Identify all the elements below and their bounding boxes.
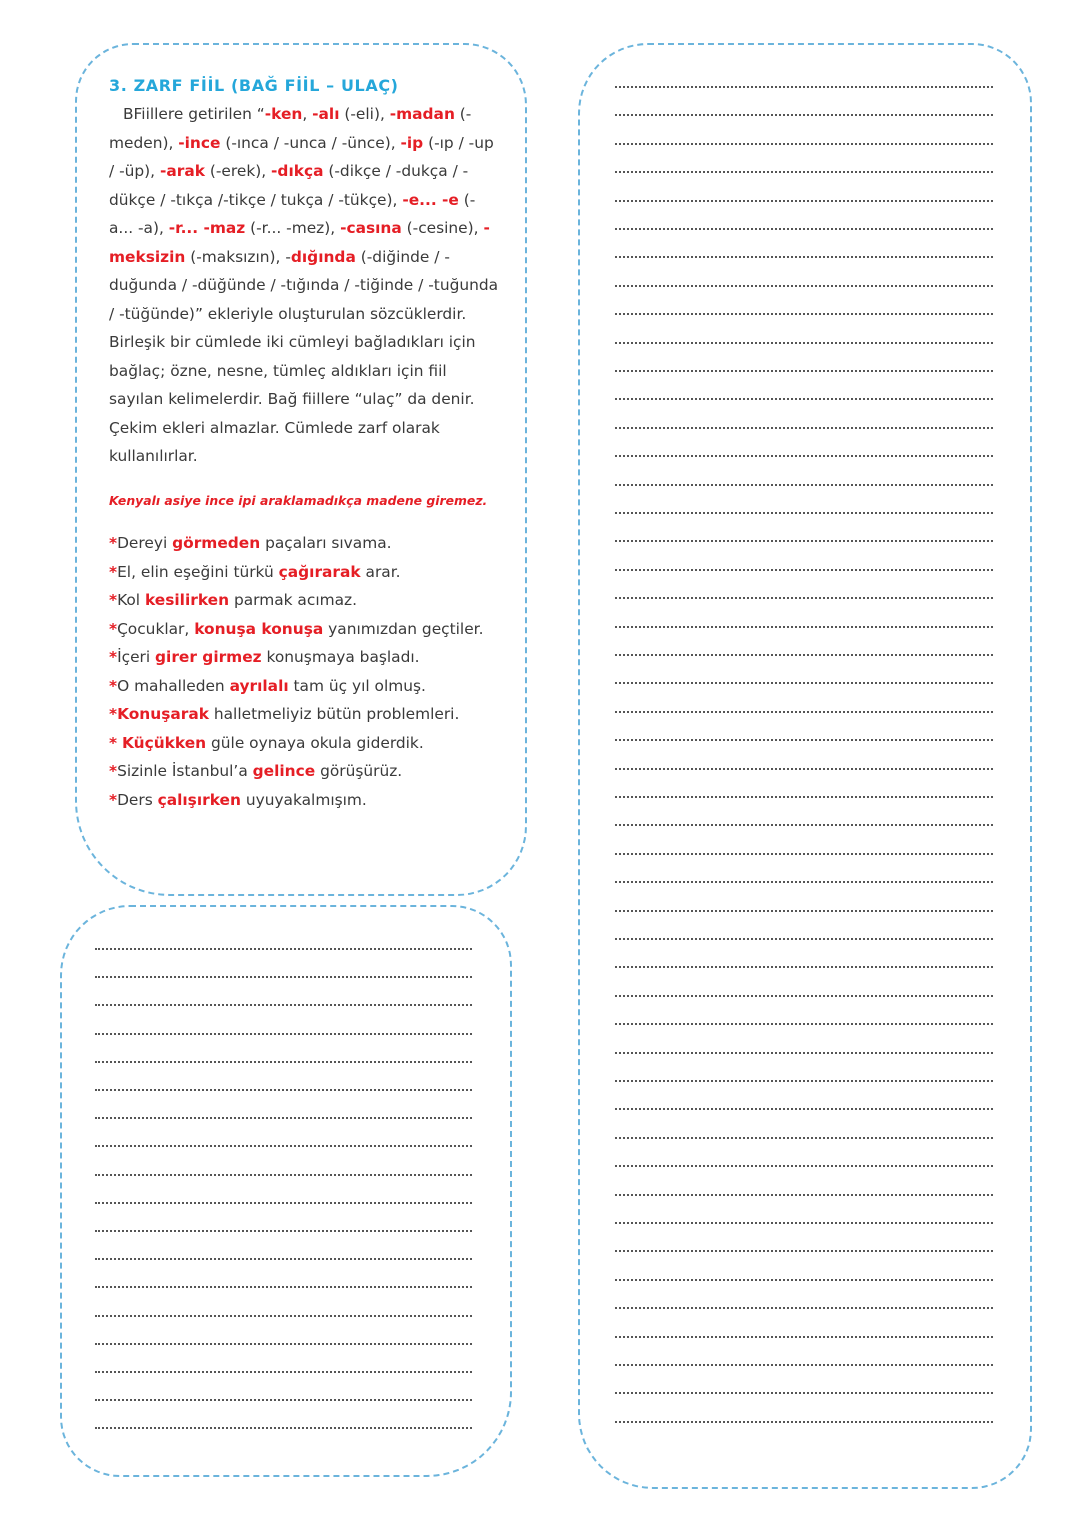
example-sentence — [109, 700, 499, 729]
definition-text: BFiillere getirilen “ — [123, 105, 265, 123]
writing-line[interactable] — [615, 114, 993, 116]
example-text: paçaları sıvama. — [260, 534, 392, 552]
writing-line[interactable] — [95, 1399, 472, 1401]
example-sentence — [109, 615, 499, 644]
writing-line[interactable] — [615, 1108, 993, 1110]
example-highlight-word: çağırarak — [278, 562, 361, 581]
example-highlight-word: Küçükken — [121, 733, 207, 752]
example-text: İçeri — [117, 648, 156, 666]
writing-line[interactable] — [615, 881, 993, 883]
example-sentence — [109, 786, 499, 815]
bullet-star-icon: * — [109, 619, 118, 638]
writing-line[interactable] — [615, 995, 993, 997]
writing-line[interactable] — [615, 285, 993, 287]
example-sentence — [109, 529, 499, 558]
example-text: El, elin eşeğini türkü — [117, 562, 279, 581]
suffix-highlight: -ken — [264, 105, 303, 123]
writing-line[interactable] — [615, 938, 993, 940]
bullet-star-icon: * — [109, 676, 118, 695]
writing-line[interactable] — [95, 948, 472, 950]
writing-line[interactable] — [95, 1004, 472, 1006]
writing-line[interactable] — [95, 1286, 472, 1288]
example-sentence — [109, 586, 499, 615]
writing-line[interactable] — [95, 1343, 472, 1345]
suffix-highlight: -meksizin — [109, 219, 490, 266]
bullet-star-icon: * — [109, 562, 118, 581]
suffix-highlight: dığında — [290, 247, 356, 266]
writing-line[interactable] — [95, 1230, 472, 1232]
example-highlight-word: girer girmez — [155, 648, 262, 666]
writing-line[interactable] — [615, 313, 993, 315]
writing-line[interactable] — [615, 228, 993, 230]
writing-line[interactable] — [615, 370, 993, 372]
examples-list — [109, 529, 499, 814]
definition-text: (-diğinde / -duğunda / -düğünde / -tığında / -tiğinde / -tuğunda / -tüğünde)” ekleriyle oluşturulan sözcüklerdir. Birleşik bir cümlede iki cümleyi bağladıkları için bağlaç; özne, nesne, tümleç aldıkları için fiil sayılan kelimelerdir. Bağ fiillere “ulaç” da denir. Çekim ekleri almazlar. Cümlede zarf olarak kullanılırlar. — [109, 247, 499, 465]
definition-text: (-r... -mez), — [245, 219, 341, 237]
writing-line[interactable] — [95, 1061, 472, 1063]
writing-line[interactable] — [615, 768, 993, 770]
writing-line[interactable] — [615, 711, 993, 713]
suffix-highlight: -r... -maz — [168, 219, 246, 237]
section-content — [109, 72, 499, 814]
example-text: arar. — [360, 562, 401, 581]
bullet-star-icon: * — [109, 534, 118, 552]
writing-line[interactable] — [615, 200, 993, 202]
writing-line[interactable] — [95, 1258, 472, 1260]
bullet-star-icon: * — [109, 591, 118, 609]
definition-text: (-ıp / -up / -üp), — [109, 133, 494, 180]
writing-line[interactable] — [615, 1336, 993, 1338]
bullet-star-icon: * — [109, 648, 118, 666]
example-highlight-word: kesilirken — [144, 591, 230, 609]
example-text: O mahalleden — [117, 676, 230, 695]
definition-text: , — [302, 105, 313, 123]
example-text: Ders — [117, 790, 158, 809]
writing-line[interactable] — [615, 853, 993, 855]
writing-line[interactable] — [95, 1174, 472, 1176]
definition-text: (-maksızın), - — [185, 247, 291, 266]
writing-line[interactable] — [615, 427, 993, 429]
section-title: 3. ZARF FİİL (BAĞ FİİL – ULAÇ) — [109, 76, 399, 95]
example-highlight-word: gelince — [252, 762, 316, 780]
writing-line[interactable] — [615, 1250, 993, 1252]
writing-line[interactable] — [615, 512, 993, 514]
definition-paragraph — [109, 100, 499, 471]
writing-line[interactable] — [615, 1080, 993, 1082]
writing-line[interactable] — [615, 966, 993, 968]
example-sentence — [109, 729, 499, 758]
writing-line[interactable] — [615, 171, 993, 173]
mnemonic-sentence: Kenyalı asiye ince ipi araklamadıkça madene giremez. — [109, 492, 488, 508]
example-sentence — [109, 757, 499, 786]
example-text: güle oynaya okula giderdik. — [206, 733, 424, 752]
writing-line[interactable] — [615, 739, 993, 741]
suffix-highlight: -casına — [340, 219, 402, 237]
writing-line[interactable] — [615, 455, 993, 457]
bullet-star-icon: * — [109, 705, 118, 723]
writing-line[interactable] — [615, 824, 993, 826]
writing-line[interactable] — [95, 1371, 472, 1373]
suffix-highlight: -dıkça — [271, 162, 324, 180]
writing-line[interactable] — [615, 1364, 993, 1366]
bullet-star-icon: * — [109, 733, 118, 752]
writing-line[interactable] — [615, 398, 993, 400]
writing-line[interactable] — [615, 1222, 993, 1224]
writing-line[interactable] — [615, 597, 993, 599]
writing-line[interactable] — [615, 626, 993, 628]
writing-line[interactable] — [95, 976, 472, 978]
writing-line[interactable] — [615, 1137, 993, 1139]
example-text: Kol — [117, 591, 145, 609]
definition-text: (-meden), — [109, 105, 472, 152]
writing-line[interactable] — [615, 143, 993, 145]
definition-text: (-erek), — [204, 162, 272, 180]
definition-text: (-cesine), — [401, 219, 484, 237]
example-text: Dereyi — [117, 534, 173, 552]
example-sentence — [109, 672, 499, 701]
writing-line[interactable] — [615, 86, 993, 88]
writing-line[interactable] — [95, 1145, 472, 1147]
example-highlight-word: konuşa konuşa — [194, 619, 324, 638]
writing-line[interactable] — [615, 910, 993, 912]
definition-text: (-a... -a), — [109, 190, 476, 237]
bullet-star-icon: * — [109, 762, 118, 780]
example-sentence — [109, 558, 499, 587]
example-text: uyuyakalmışım. — [240, 790, 367, 809]
writing-line[interactable] — [615, 256, 993, 258]
writing-line[interactable] — [615, 1194, 993, 1196]
writing-line[interactable] — [95, 1427, 472, 1429]
example-sentence — [109, 643, 499, 672]
example-text: konuşmaya başladı. — [261, 648, 420, 666]
writing-line[interactable] — [615, 1165, 993, 1167]
example-text: yanımızdan geçtiler. — [323, 619, 484, 638]
suffix-highlight: -arak — [159, 162, 205, 180]
suffix-highlight: -alı — [312, 105, 340, 123]
writing-line[interactable] — [615, 796, 993, 798]
writing-line[interactable] — [95, 1202, 472, 1204]
writing-line[interactable] — [615, 1307, 993, 1309]
writing-line[interactable] — [615, 342, 993, 344]
definition-text: (-eli), — [339, 105, 390, 123]
writing-line[interactable] — [615, 1023, 993, 1025]
notes-panel-bottom-left — [60, 905, 512, 1477]
example-highlight-word: ayrılalı — [229, 676, 289, 695]
example-text: tam üç yıl olmuş. — [288, 676, 426, 695]
writing-line[interactable] — [95, 1033, 472, 1035]
suffix-highlight: -ince — [178, 133, 221, 152]
example-text: parmak acımaz. — [229, 591, 357, 609]
writing-line[interactable] — [615, 682, 993, 684]
writing-line[interactable] — [615, 484, 993, 486]
writing-line[interactable] — [95, 1089, 472, 1091]
writing-line[interactable] — [615, 654, 993, 656]
example-text: halletmeliyiz bütün problemleri. — [208, 705, 460, 723]
notes-panel-right — [578, 43, 1032, 1489]
suffix-highlight: -e... -e — [402, 190, 459, 209]
example-highlight-word: çalışırken — [157, 790, 241, 809]
writing-line[interactable] — [615, 1279, 993, 1281]
example-text: Çocuklar, — [117, 619, 195, 638]
writing-line[interactable] — [615, 1392, 993, 1394]
suffix-highlight: -madan — [389, 105, 455, 123]
writing-line[interactable] — [95, 1315, 472, 1317]
writing-line[interactable] — [615, 1052, 993, 1054]
example-highlight-word: Konuşarak — [117, 705, 209, 723]
definition-text: (-dikçe / -dukça / -dükçe / -tıkça /-tikçe / tukça / -tükçe), — [109, 162, 469, 209]
example-text: görüşürüz. — [315, 762, 403, 780]
example-highlight-word: görmeden — [172, 534, 261, 552]
suffix-highlight: -ip — [400, 133, 424, 152]
example-text: Sizinle İstanbul’a — [117, 762, 253, 780]
writing-line[interactable] — [615, 569, 993, 571]
bullet-star-icon: * — [109, 790, 118, 809]
writing-line[interactable] — [615, 540, 993, 542]
writing-line[interactable] — [95, 1117, 472, 1119]
definition-text: (-ınca / -unca / -ünce), — [220, 133, 401, 152]
writing-line[interactable] — [615, 1421, 993, 1423]
